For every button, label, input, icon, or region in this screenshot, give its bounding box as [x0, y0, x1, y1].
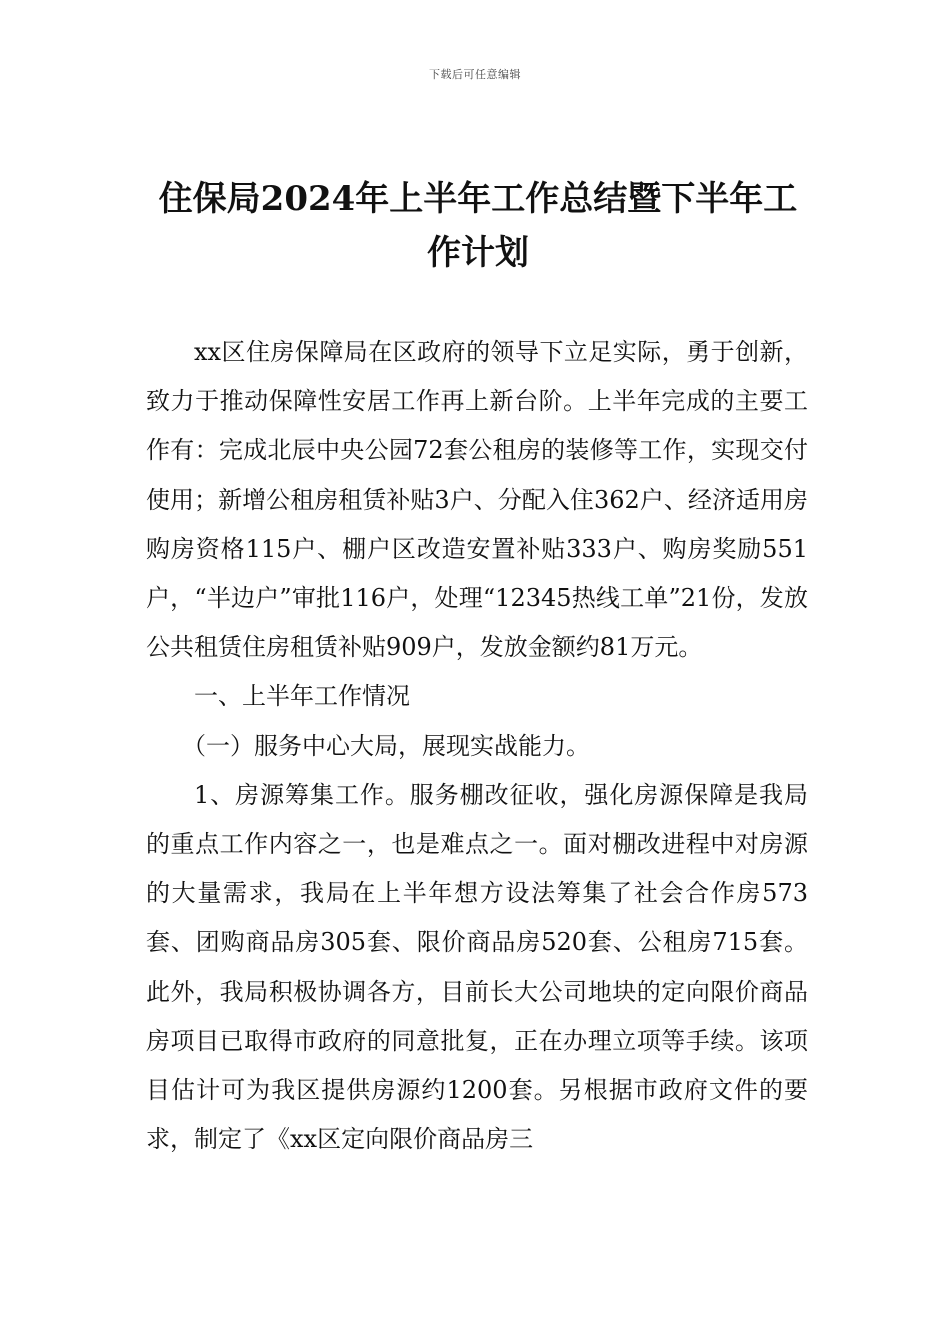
section-heading: 一、上半年工作情况: [194, 682, 410, 711]
document-title: 住保局2024年上半年工作总结暨下半年工作计划: [158, 179, 798, 273]
header-note: 下载后可任意编辑: [429, 68, 521, 81]
subsection-heading: （一）服务中心大局，展现实战能力。: [182, 731, 590, 760]
intro-paragraph: xx区住房保障局在区政府的领导下立足实际，勇于创新，致力于推动保障性安居工作再上新台阶。上半年完成的主要工作有：完成北辰中央公园72套公租房的装修等工作，实现交付使用；新增公租房租赁补贴3户、分配入住362户、经济适用房购房资格115户、棚户区改造安置补贴333户、购房奖励551户，“半边户”审批116户，处理“12345热线工单”21份，发放公共租赁住房租赁补贴909户，发放金额约81万元。: [146, 338, 808, 662]
document-body: [146, 328, 808, 1164]
body-paragraph: 1、房源筹集工作。服务棚改征收，强化房源保障是我局的重点工作内容之一，也是难点之一。面对棚改进程中对房源的大量需求，我局在上半年想方设法筹集了社会合作房573套、团购商品房305套、限价商品房520套、公租房715套。此外，我局积极协调各方，目前长大公司地块的定向限价商品房项目已取得市政府的同意批复，正在办理立项等手续。该项目估计可为我区提供房源约1200套。另根据市政府文件的要求，制定了《xx区定向限价商品房三: [146, 780, 808, 1154]
